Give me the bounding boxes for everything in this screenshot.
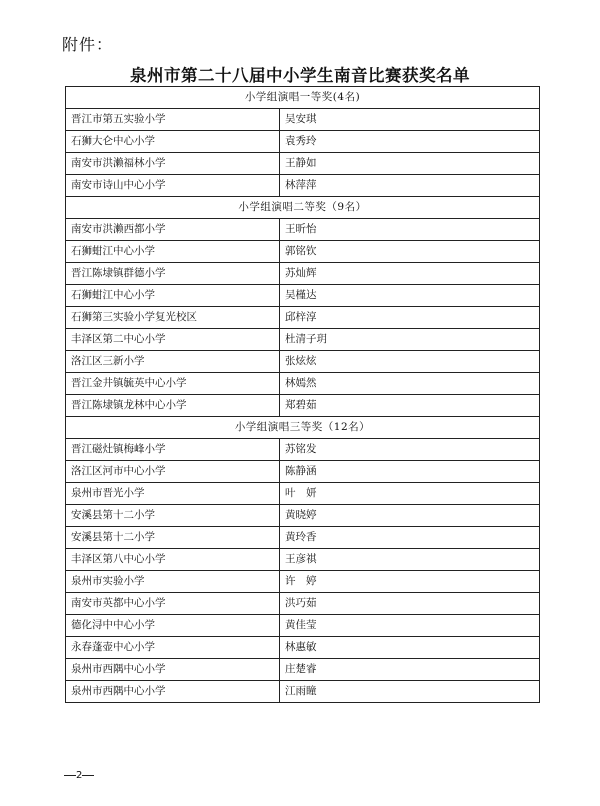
page-number	[64, 770, 94, 781]
table-row	[66, 505, 540, 527]
school-cell: 石狮第三实验小学复光校区	[66, 307, 280, 329]
section-heading: 小学组演唱二等奖（9名）	[66, 197, 540, 219]
table-row	[66, 131, 540, 153]
school-cell: 石狮大仑中心小学	[66, 131, 280, 153]
school-cell: 泉州市西隅中心小学	[66, 681, 280, 703]
school-cell: 晋江市第五实验小学	[66, 109, 280, 131]
student-name-cell: 林嫣然	[280, 373, 540, 395]
school-cell: 丰泽区第二中心小学	[66, 329, 280, 351]
table-row	[66, 153, 540, 175]
school-cell: 洛江区三新小学	[66, 351, 280, 373]
table-row	[66, 285, 540, 307]
school-cell: 南安市诗山中心小学	[66, 175, 280, 197]
student-name-cell: 庄楚睿	[280, 659, 540, 681]
table-row	[66, 109, 540, 131]
student-name-cell: 叶 妍	[280, 483, 540, 505]
section-heading-row	[66, 87, 540, 109]
school-cell: 泉州市实验小学	[66, 571, 280, 593]
school-cell: 晋江陈埭镇群德小学	[66, 263, 280, 285]
student-name-cell: 陈静涵	[280, 461, 540, 483]
table-row	[66, 461, 540, 483]
table-row	[66, 307, 540, 329]
student-name-cell: 吴安琪	[280, 109, 540, 131]
student-name-cell: 洪巧茹	[280, 593, 540, 615]
document-title: 泉州市第二十八届中小学生南音比赛获奖名单	[130, 66, 470, 85]
table-row	[66, 439, 540, 461]
section-heading: 小学组演唱三等奖（12名）	[66, 417, 540, 439]
student-name-cell: 黄晓婷	[280, 505, 540, 527]
student-name-cell: 林萍萍	[280, 175, 540, 197]
school-cell: 丰泽区第八中心小学	[66, 549, 280, 571]
school-cell: 南安市洪濑西都小学	[66, 219, 280, 241]
award-table	[65, 86, 540, 703]
student-name-cell: 许 婷	[280, 571, 540, 593]
student-name-cell: 邱梓淳	[280, 307, 540, 329]
page-dash-left	[64, 775, 76, 776]
student-name-cell: 郭铭钦	[280, 241, 540, 263]
school-cell: 石狮蚶江中心小学	[66, 285, 280, 307]
school-cell: 泉州市晋光小学	[66, 483, 280, 505]
award-table-body	[66, 87, 540, 703]
school-cell: 德化浔中中心小学	[66, 615, 280, 637]
student-name-cell: 江雨瞳	[280, 681, 540, 703]
student-name-cell: 林惠敏	[280, 637, 540, 659]
section-heading: 小学组演唱一等奖(4名)	[66, 87, 540, 109]
school-cell: 晋江磁灶镇梅峰小学	[66, 439, 280, 461]
student-name-cell: 郑碧茹	[280, 395, 540, 417]
school-cell: 南安市英都中心小学	[66, 593, 280, 615]
student-name-cell: 袁秀玲	[280, 131, 540, 153]
student-name-cell: 王彦祺	[280, 549, 540, 571]
table-row	[66, 219, 540, 241]
page-dash-right	[82, 775, 94, 776]
student-name-cell: 王昕怡	[280, 219, 540, 241]
table-row	[66, 329, 540, 351]
table-row	[66, 483, 540, 505]
table-row	[66, 549, 540, 571]
student-name-cell: 苏铭发	[280, 439, 540, 461]
table-row	[66, 241, 540, 263]
table-row	[66, 615, 540, 637]
table-row	[66, 527, 540, 549]
student-name-cell: 黄玲香	[280, 527, 540, 549]
table-row	[66, 659, 540, 681]
table-row	[66, 175, 540, 197]
student-name-cell: 张炫炫	[280, 351, 540, 373]
school-cell: 南安市洪濑福林小学	[66, 153, 280, 175]
table-row	[66, 395, 540, 417]
attachment-label: 附件：	[62, 35, 114, 54]
student-name-cell: 王静如	[280, 153, 540, 175]
school-cell: 永春蓬壶中心小学	[66, 637, 280, 659]
table-row	[66, 593, 540, 615]
section-heading-row	[66, 197, 540, 219]
school-cell: 安溪县第十二小学	[66, 505, 280, 527]
school-cell: 晋江陈埭镇龙林中心小学	[66, 395, 280, 417]
school-cell: 晋江金井镇毓英中心小学	[66, 373, 280, 395]
student-name-cell: 吴槿达	[280, 285, 540, 307]
table-row	[66, 263, 540, 285]
school-cell: 泉州市西隅中心小学	[66, 659, 280, 681]
school-cell: 石狮蚶江中心小学	[66, 241, 280, 263]
table-row	[66, 637, 540, 659]
student-name-cell: 杜清子玥	[280, 329, 540, 351]
table-row	[66, 571, 540, 593]
school-cell: 安溪县第十二小学	[66, 527, 280, 549]
table-row	[66, 681, 540, 703]
table-row	[66, 373, 540, 395]
section-heading-row	[66, 417, 540, 439]
student-name-cell: 黄佳莹	[280, 615, 540, 637]
page-number-value: 2	[76, 770, 83, 781]
student-name-cell: 苏灿辉	[280, 263, 540, 285]
school-cell: 洛江区河市中心小学	[66, 461, 280, 483]
table-row	[66, 351, 540, 373]
